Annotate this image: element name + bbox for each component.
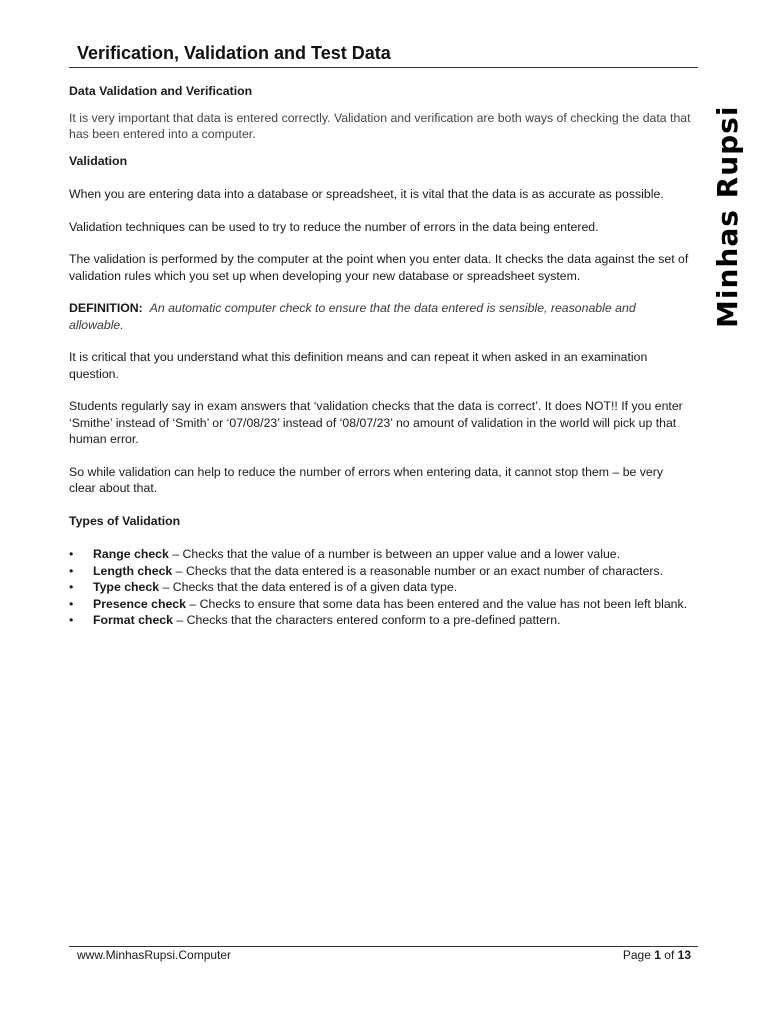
definition-label: DEFINITION:	[69, 301, 143, 315]
page-total: 13	[677, 948, 691, 962]
list-item-desc: – Checks that the data entered is a reasonable number or an exact number of characters.	[172, 563, 664, 578]
bullet-icon: •	[69, 563, 74, 578]
section-heading-data-validation: Data Validation and Verification	[69, 84, 253, 98]
list-item-term: Type check	[93, 580, 160, 594]
definition	[69, 300, 693, 333]
list-item	[69, 546, 693, 563]
list-item-desc: – Checks that the data entered is of a given data type.	[159, 580, 458, 594]
footer-website-link[interactable]: www.MinhasRupsi.Computer	[77, 948, 232, 962]
paragraph-performed: The validation is performed by the computer at the point when you enter data. It checks the data against the set of validation rules which you set up when developing your new database or spreadsheet system.	[69, 252, 689, 283]
bullet-icon: •	[69, 580, 74, 594]
list-item-desc: – Checks that the value of a number is between an upper value and a lower value.	[168, 547, 621, 561]
paragraph-accuracy: When you are entering data into a database or spreadsheet, it is vital that the data is as accurate as possible.	[69, 187, 664, 201]
definition-text: An automatic computer check to ensure that the data entered is sensible, reasonable and allowable.	[69, 301, 636, 332]
bullet-icon: •	[69, 547, 74, 561]
footer-divider	[69, 946, 698, 947]
section-heading-types: Types of Validation	[69, 513, 181, 528]
list-item	[69, 579, 693, 596]
list-item	[69, 612, 693, 629]
page-title: Verification, Validation and Test Data	[77, 43, 391, 63]
list-item-term: Length check	[93, 563, 173, 578]
intro-paragraph: It is very important that data is entered correctly. Validation and verification are both ways of checking the data that has been entered into a computer.	[69, 110, 691, 141]
paragraph-critical: It is critical that you understand what this definition means and can repeat it when asked in an examination question.	[69, 350, 648, 381]
list-item-term: Range check	[93, 547, 169, 561]
page-current: 1	[654, 948, 661, 962]
side-brand-text: Minhas Rupsi	[711, 105, 744, 328]
paragraph-conclusion: So while validation can help to reduce the number of errors when entering data, it cannot stop them – be very clear about that.	[69, 464, 664, 495]
page-number	[623, 948, 691, 962]
list-item-term: Format check	[93, 613, 173, 627]
list-item-desc: – Checks that the characters entered conform to a pre-defined pattern.	[172, 613, 561, 627]
list-item	[69, 563, 693, 580]
section-heading-validation: Validation	[69, 153, 128, 168]
document-body	[69, 83, 693, 629]
paragraph-exam-answers: Students regularly say in exam answers that ‘validation checks that the data is correct’. It does NOT!! If you enter ‘Smithe’ instead of ‘Smith’ or ‘07/08/23’ instead of ‘08/07/23’ no amount of validation in the world will pick up that human error.	[69, 399, 683, 446]
bullet-icon: •	[69, 596, 74, 611]
paragraph-techniques: Validation techniques can be used to try to reduce the number of errors in the data being entered.	[69, 219, 599, 234]
list-item	[69, 596, 693, 613]
bullet-icon: •	[69, 613, 74, 627]
list-item-desc: – Checks to ensure that some data has been entered and the value has not been left blank.	[185, 596, 688, 611]
page-word: Page	[622, 948, 651, 962]
validation-types-list	[69, 546, 693, 629]
list-item-term: Presence check	[93, 596, 186, 611]
title-divider	[69, 67, 698, 68]
page-of: of	[664, 948, 675, 962]
